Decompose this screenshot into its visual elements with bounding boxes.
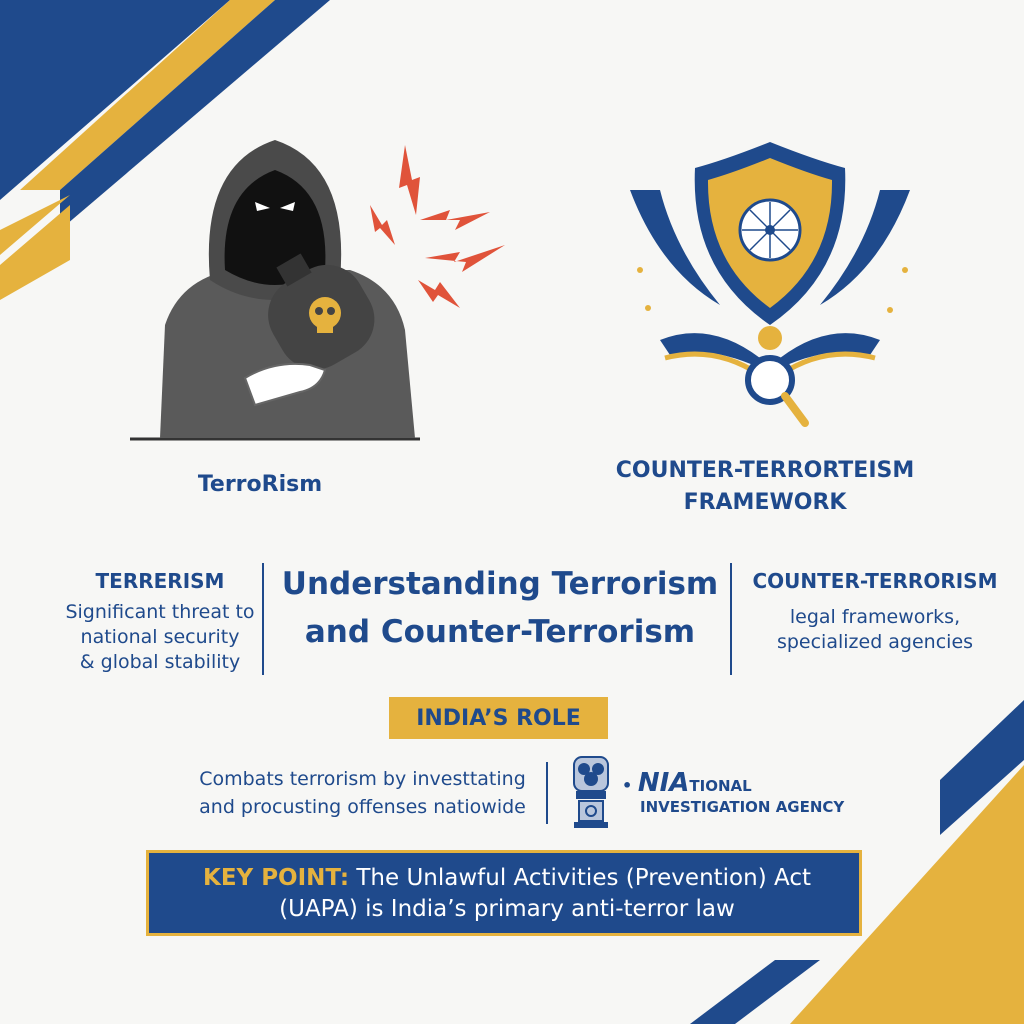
counter-desc-line2: specialized agencies	[776, 631, 974, 653]
hooded-figure-with-bomb-icon	[120, 130, 520, 450]
page-title	[270, 560, 730, 656]
key-point-line1	[149, 863, 865, 894]
key-point-text	[149, 863, 865, 925]
counter-terrorism-description	[740, 605, 1010, 655]
terrorism-desc-line1: Significant threat to	[65, 601, 255, 623]
divider-left	[262, 563, 264, 675]
terrorism-caption: TerroRism	[197, 472, 323, 497]
key-point-line2: (UAPA) is India’s primary anti-terror law	[279, 896, 735, 922]
title-line1: Understanding Terrorism	[281, 566, 719, 602]
key-point-line1-text: The Unlawful Activities (Prevention) Act	[349, 865, 811, 891]
divider-right	[730, 563, 732, 675]
framework-caption-line2: FRAMEWORK	[683, 490, 847, 515]
nia-abbreviation: NIA	[637, 768, 690, 798]
nia-logo-text	[622, 768, 752, 798]
india-role-description	[190, 765, 535, 821]
role-desc-line1: Combats terrorism by investtating	[199, 768, 526, 790]
title-line2: and Counter-Terrorism	[304, 614, 696, 650]
counter-terrorism-heading: COUNTER-TERRORISM	[752, 569, 998, 593]
framework-caption	[580, 455, 950, 519]
india-role-badge: INDIA’S ROLE	[389, 697, 608, 739]
national-emblem-icon	[568, 755, 614, 830]
framework-caption-line1: COUNTER-TERRORTEISM	[615, 458, 915, 483]
divider-nia	[546, 762, 548, 824]
terrorism-desc-line3: & global stability	[79, 651, 241, 673]
nia-suffix: TIONAL	[689, 777, 752, 795]
terrorism-description	[40, 600, 280, 675]
key-point-label: KEY POINT:	[203, 865, 350, 891]
role-desc-line2: and procusting offenses natiowide	[199, 796, 526, 818]
terrorism-desc-line2: national security	[80, 626, 240, 648]
terrorism-heading: TERRERISM	[95, 569, 225, 593]
key-point-box	[146, 850, 862, 936]
nia-bullet: •	[622, 776, 633, 795]
shield-emblem-icon	[620, 130, 920, 440]
counter-desc-line1: legal frameworks,	[789, 606, 961, 628]
nia-full-name: INVESTIGATION AGENCY	[640, 798, 845, 816]
